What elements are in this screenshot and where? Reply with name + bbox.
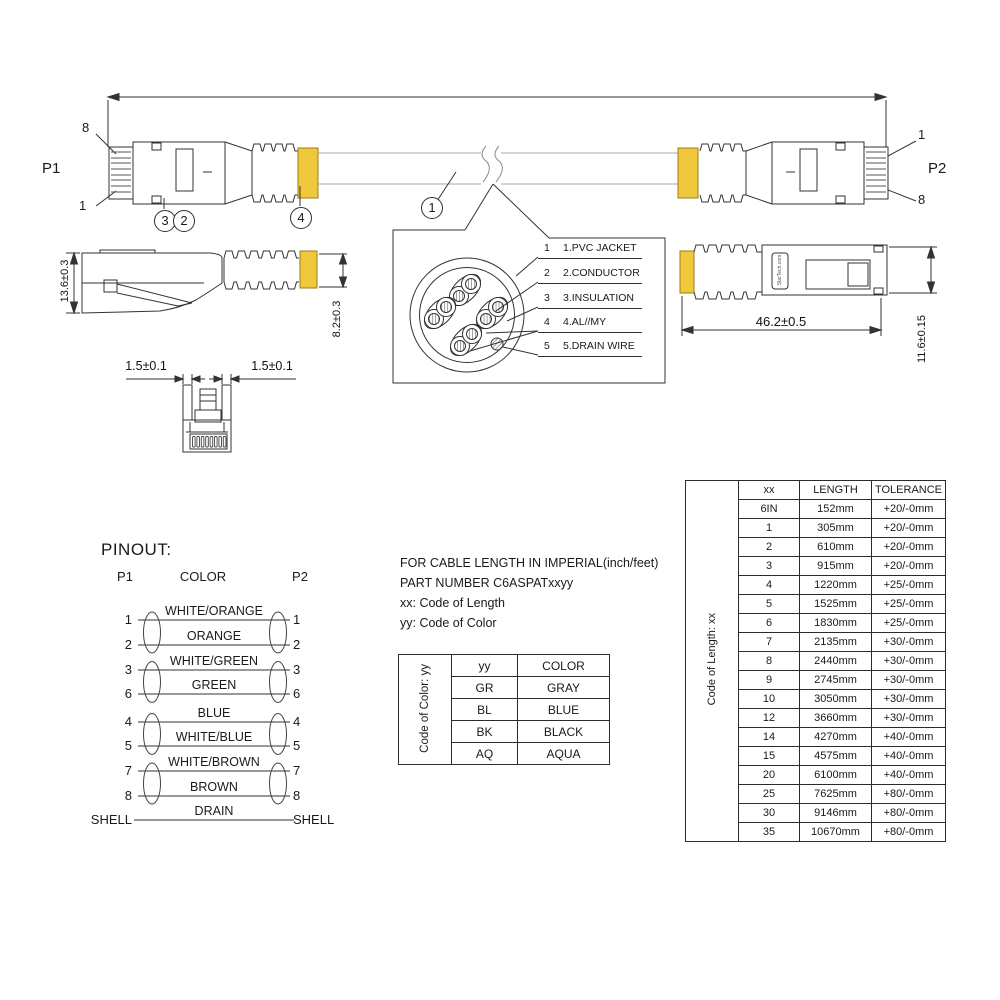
length-table-cell: +80/-0mm (872, 823, 946, 842)
cross-section-legend-row (538, 292, 642, 309)
callout-4-boot: 4 (290, 207, 312, 229)
length-table-cell: 14 (739, 728, 800, 747)
length-table-cell: 1220mm (800, 576, 872, 595)
legend-label: 1.PVC JACKET (563, 242, 637, 254)
pinout-p2-pin: 4 (293, 714, 301, 729)
pinout-p1-pin: 2 (124, 637, 132, 652)
length-table-cell: 1 (739, 519, 800, 538)
pinout-col-color: COLOR (179, 569, 227, 584)
pinout-wire-color: GREEN (191, 678, 237, 692)
pinout-p2-pin: 1 (293, 612, 301, 627)
dim-connector-width: 11.6±0.15 (916, 314, 928, 364)
length-table-cell: 1525mm (800, 595, 872, 614)
pinout-wire-color: ORANGE (186, 629, 242, 643)
cross-section-legend-row (538, 267, 642, 284)
dim-tab-right: 1.5±0.1 (251, 359, 293, 373)
length-table-header: LENGTH (800, 481, 872, 500)
length-table-cell: 2 (739, 538, 800, 557)
pinout-p2-pin: 6 (293, 686, 301, 701)
color-code-table (398, 654, 610, 765)
length-table-cell: 10 (739, 690, 800, 709)
color-table-cell: BL (452, 699, 518, 721)
length-table-cell: +30/-0mm (872, 671, 946, 690)
length-table-cell: 8 (739, 652, 800, 671)
length-table-cell: +20/-0mm (872, 500, 946, 519)
length-table-cell: 20 (739, 766, 800, 785)
callout-3: 3 (154, 210, 176, 232)
pinout-wire-color: BLUE (197, 706, 231, 720)
pinout-wire-color: WHITE/GREEN (169, 654, 259, 668)
color-table-cell: AQ (452, 743, 518, 765)
legend-label: 4.AL//MY (563, 316, 607, 328)
length-table-cell: 10670mm (800, 823, 872, 842)
pinout-wire-color: DRAIN (194, 804, 234, 818)
pinout-p1-pin: 3 (124, 662, 132, 677)
length-table-cell: 12 (739, 709, 800, 728)
length-table-header: TOLERANCE (872, 481, 946, 500)
length-table-cell: 915mm (800, 557, 872, 576)
length-table-cell: +30/-0mm (872, 690, 946, 709)
legend-number: 2 (544, 267, 550, 279)
pinout-p2-pin: 3 (293, 662, 301, 677)
yellow-boot-band-right (678, 148, 698, 198)
pinout-p1-pin: 8 (124, 788, 132, 803)
note-part-number: PART NUMBER C6ASPATxxyy (400, 576, 574, 590)
legend-number: 3 (544, 292, 550, 304)
length-table-cell: 6IN (739, 500, 800, 519)
pinout-wire-color: WHITE/BROWN (168, 755, 260, 769)
dim-connector-length: 46.2±0.5 (755, 314, 807, 329)
length-table-cell: +40/-0mm (872, 728, 946, 747)
dim-tab-left: 1.5±0.1 (125, 359, 167, 373)
yellow-boot-band-side (300, 251, 317, 288)
length-table-cell: +30/-0mm (872, 633, 946, 652)
pinout-p2-pin: SHELL (293, 812, 335, 827)
length-table-cell: +30/-0mm (872, 652, 946, 671)
cross-section-legend-row (538, 316, 642, 333)
legend-label: 5.DRAIN WIRE (563, 340, 635, 352)
color-table-header: yy (452, 655, 518, 677)
length-table-cell: 4270mm (800, 728, 872, 747)
length-table-cell: 2135mm (800, 633, 872, 652)
pinout-p1-pin: 1 (124, 612, 132, 627)
length-table-cell: 15 (739, 747, 800, 766)
length-table-cell: 2440mm (800, 652, 872, 671)
color-table-cell: BK (452, 721, 518, 743)
length-table-cell: +80/-0mm (872, 804, 946, 823)
pinout-p1-pin: 7 (124, 763, 132, 778)
pinout-p2-pin: 5 (293, 738, 301, 753)
p2-pin8-label: 8 (918, 192, 926, 207)
pinout-p1-pin: SHELL (90, 812, 132, 827)
length-table-cell: 1830mm (800, 614, 872, 633)
pinout-wire-color: BROWN (190, 780, 238, 794)
color-table-cell: GRAY (518, 677, 610, 699)
legend-label: 3.INSULATION (563, 292, 634, 304)
length-table-cell: 3660mm (800, 709, 872, 728)
color-table-cell: BLUE (518, 699, 610, 721)
length-table-cell: +25/-0mm (872, 595, 946, 614)
length-table-cell: 305mm (800, 519, 872, 538)
length-table-cell: 25 (739, 785, 800, 804)
length-table-cell: 4575mm (800, 747, 872, 766)
cross-section-legend-row (538, 242, 642, 259)
length-table-cell: +40/-0mm (872, 766, 946, 785)
pinout-col-p1: P1 (117, 569, 133, 584)
pinout-p2-pin: 7 (293, 763, 301, 778)
color-table-header: COLOR (518, 655, 610, 677)
legend-number: 1 (544, 242, 550, 254)
cross-section-legend-row (538, 340, 642, 357)
length-table-cell: +30/-0mm (872, 709, 946, 728)
color-table-cell: AQUA (518, 743, 610, 765)
length-table-cell: 6 (739, 614, 800, 633)
color-table-side-label: Code of Color: yy (399, 655, 452, 765)
length-table-side-label: Code of Length: xx (686, 481, 739, 842)
color-table-cell: GR (452, 677, 518, 699)
length-table-cell: 30 (739, 804, 800, 823)
pinout-p1-pin: 5 (124, 738, 132, 753)
length-table-cell: +80/-0mm (872, 785, 946, 804)
pinout-wire-color: WHITE/BLUE (175, 730, 253, 744)
length-table-cell: 7625mm (800, 785, 872, 804)
pinout-wire-color: WHITE/ORANGE (165, 604, 263, 618)
length-table-cell: 7 (739, 633, 800, 652)
pinout-title: PINOUT: (101, 540, 172, 559)
p2-label: P2 (928, 160, 947, 177)
length-table-cell: 5 (739, 595, 800, 614)
yellow-boot-band-left (298, 148, 318, 198)
note-imperial: FOR CABLE LENGTH IN IMPERIAL(inch/feet) (400, 556, 659, 570)
pinout-p2-pin: 8 (293, 788, 301, 803)
length-table-cell: 2745mm (800, 671, 872, 690)
length-table-cell: +40/-0mm (872, 747, 946, 766)
dim-boot-height: 8.2±0.3 (331, 300, 343, 338)
length-table-cell: +25/-0mm (872, 614, 946, 633)
legend-number: 5 (544, 340, 550, 352)
length-code-table (685, 480, 946, 842)
length-table-cell: 610mm (800, 538, 872, 557)
pinout-p1-pin: 4 (124, 714, 132, 729)
length-table-cell: +20/-0mm (872, 538, 946, 557)
brand-label: StarTech.com (777, 254, 783, 286)
length-table-cell: 6100mm (800, 766, 872, 785)
note-length-code: xx: Code of Length (400, 596, 505, 610)
length-table-cell: +20/-0mm (872, 557, 946, 576)
legend-number: 4 (544, 316, 550, 328)
length-table-cell: 3 (739, 557, 800, 576)
length-table-cell: 152mm (800, 500, 872, 519)
length-table-cell: +25/-0mm (872, 576, 946, 595)
p1-pin8-label: 8 (82, 120, 90, 135)
color-table-cell: BLACK (518, 721, 610, 743)
length-table-cell: +20/-0mm (872, 519, 946, 538)
p2-pin1-label: 1 (918, 127, 926, 142)
length-table-cell: 35 (739, 823, 800, 842)
length-table-header: xx (739, 481, 800, 500)
yellow-boot-band-top (680, 251, 694, 293)
legend-label: 2.CONDUCTOR (563, 267, 640, 279)
length-table-cell: 9146mm (800, 804, 872, 823)
callout-1-jacket: 1 (421, 197, 443, 219)
p1-label: P1 (42, 160, 61, 177)
length-table-cell: 3050mm (800, 690, 872, 709)
pinout-col-p2: P2 (292, 569, 308, 584)
dim-connector-height: 13.6±0.3 (59, 259, 71, 303)
callout-2: 2 (173, 210, 195, 232)
pinout-p1-pin: 6 (124, 686, 132, 701)
p1-pin1-label: 1 (79, 198, 87, 213)
note-color-code: yy: Code of Color (400, 616, 497, 630)
length-table-cell: 9 (739, 671, 800, 690)
pinout-p2-pin: 2 (293, 637, 301, 652)
length-table-cell: 4 (739, 576, 800, 595)
